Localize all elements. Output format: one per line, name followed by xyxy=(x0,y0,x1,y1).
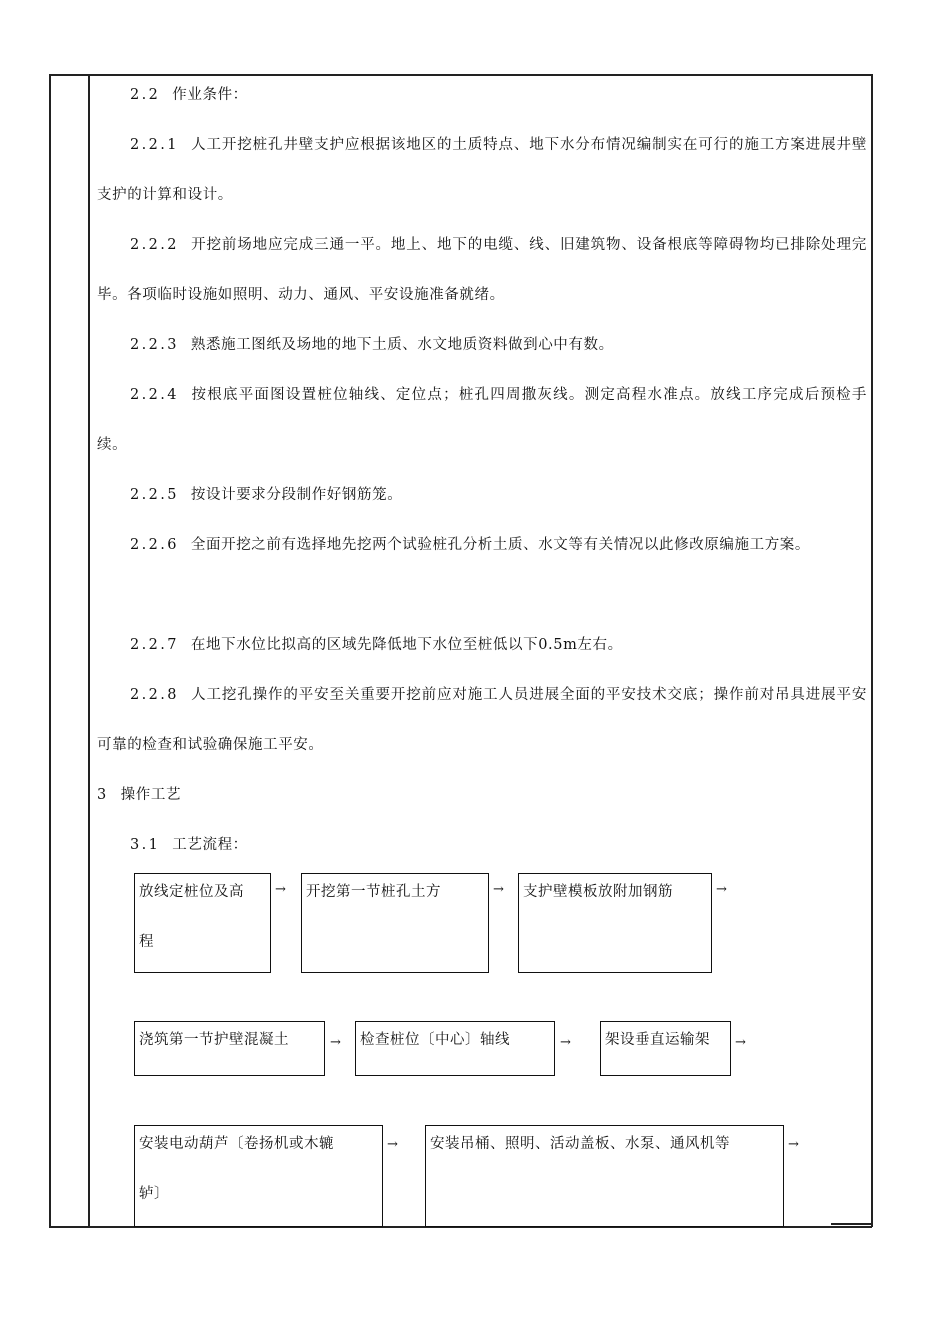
flow-step-install-bucket-lighting: 安装吊桶、照明、活动盖板、水泵、通风机等 xyxy=(425,1125,784,1227)
flow-step-pour-first-wall-concrete: 浇筑第一节护壁混凝土 xyxy=(134,1021,325,1076)
flow-arrow-icon: → xyxy=(330,1035,341,1050)
flow-arrow-icon: → xyxy=(735,1035,746,1050)
paragraph-2-2-5: 2.2.5 按设计要求分段制作好钢筋笼。 xyxy=(130,487,403,503)
flow-arrow-icon: → xyxy=(275,882,286,897)
paragraph-2-2-3: 2.2.3 熟悉施工图纸及场地的地下土质、水文地质资料做到心中有数。 xyxy=(130,337,614,353)
flow-step-erect-vertical-frame: 架设垂直运输架 xyxy=(600,1021,731,1076)
flow-arrow-icon: → xyxy=(716,882,727,897)
paragraph-2-2-6: 2.2.6 全面开挖之前有选择地先挖两个试验桩孔分析土质、水文等有关情况以此修改原编施工方案。 xyxy=(130,537,811,553)
paragraph-2-2-1: 2.2.1 人工开挖桩孔井壁支护应根据该地区的土质特点、地下水分布情况编制实在可行的施工方案进展井壁支护的计算和设计。 xyxy=(97,137,867,203)
paragraph-2-2-8: 2.2.8 人工挖孔操作的平安至关重要开挖前应对施工人员进展全面的平安技术交底；操作前对吊具进展平安可靠的检查和试验确保施工平安。 xyxy=(97,687,867,753)
section-2-2-heading: 2.2 作业条件： xyxy=(130,87,248,103)
section-3-heading: 3 操作工艺 xyxy=(97,787,182,803)
flow-arrow-icon: → xyxy=(788,1137,799,1152)
paragraph-2-2-2: 2.2.2 开挖前场地应完成三通一平。地上、地下的电缆、线、旧建筑物、设备根底等障碍物均已排除处理完毕。各项临时设施如照明、动力、通风、平安设施准备就绪。 xyxy=(97,237,867,303)
table-left-border xyxy=(49,74,51,1227)
flow-arrow-icon: → xyxy=(493,882,504,897)
flow-step-excavate-first-section: 开挖第一节桩孔土方 xyxy=(301,873,489,973)
flow-arrow-icon: → xyxy=(387,1137,398,1152)
flow-arrow-icon: → xyxy=(560,1035,571,1050)
section-3-1-heading: 3.1 工艺流程： xyxy=(130,837,248,853)
flow-step-formwork-rebar: 支护壁模板放附加钢筋 xyxy=(518,873,712,973)
flow-step-install-electric-hoist: 安装电动葫芦〔卷扬机或木辘 轳〕 xyxy=(134,1125,383,1227)
table-right-border xyxy=(871,74,873,1227)
table-column-divider xyxy=(88,74,90,1227)
table-bottom-cell-mark xyxy=(831,1223,872,1225)
paragraph-2-2-4: 2.2.4 按根底平面图设置桩位轴线、定位点；桩孔四周撒灰线。测定高程水准点。放线工序完成后预检手续。 xyxy=(97,387,867,453)
flow-step-check-pile-axis: 检查桩位〔中心〕轴线 xyxy=(355,1021,555,1076)
flow-step-setout-pile-position: 放线定桩位及高 程 xyxy=(134,873,271,973)
paragraph-2-2-7: 2.2.7 在地下水位比拟高的区域先降低地下水位至桩低以下0.5m左右。 xyxy=(130,637,623,653)
